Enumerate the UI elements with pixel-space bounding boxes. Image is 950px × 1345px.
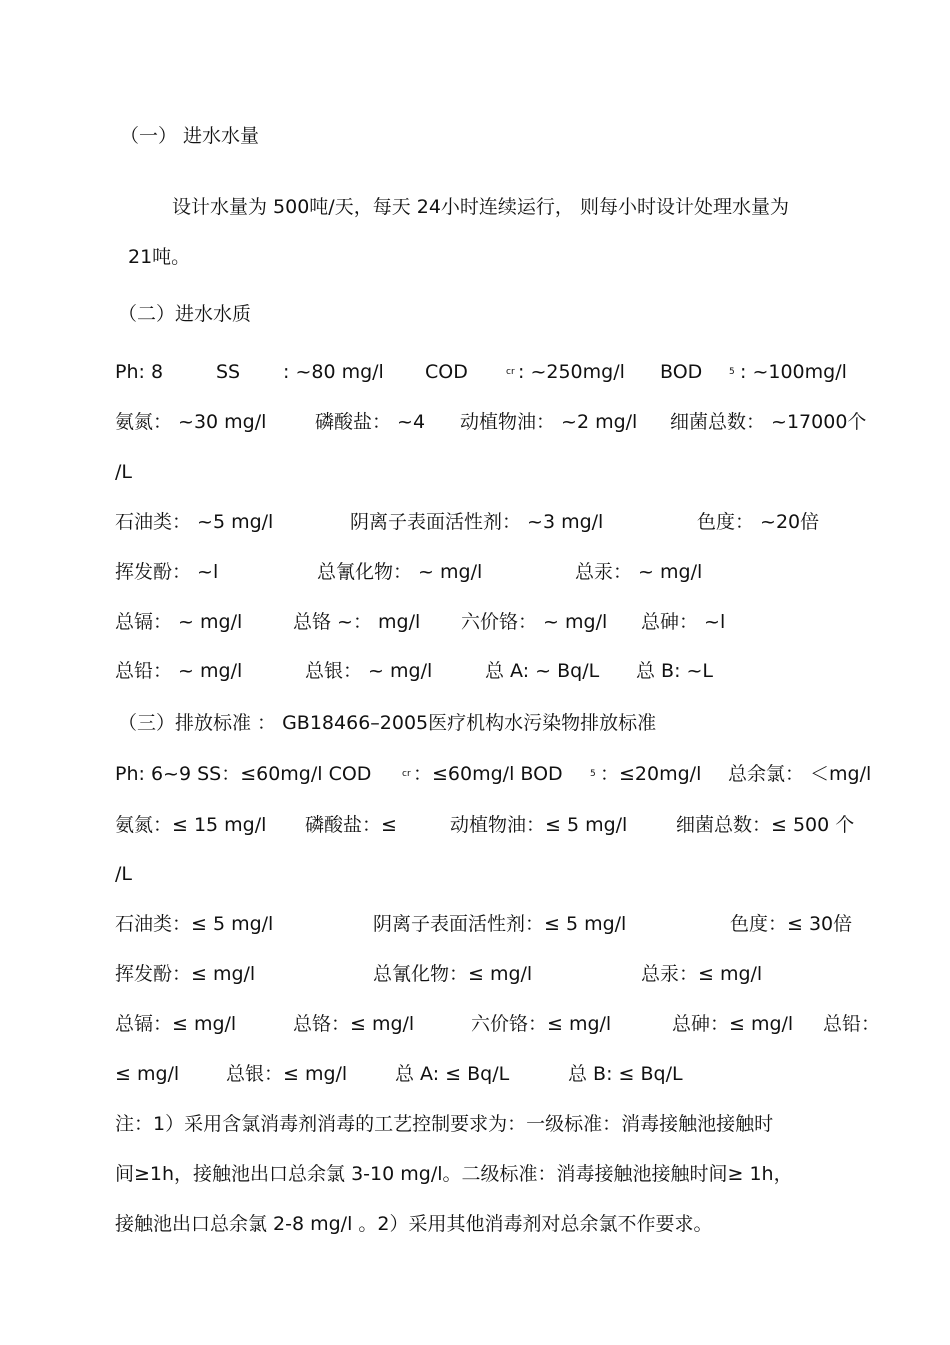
standard-surfactant: 阴离子表面活性剂：≤ 5 mg/l xyxy=(373,913,627,935)
standard-residual-chlorine: 总余氯： ＜mg/l xyxy=(728,763,872,785)
bacteria-value: 细菌总数： ~17000个 xyxy=(670,411,867,433)
note-line-3: 接触池出口总余氯 2-8 mg/l 。2）采用其他消毒剂对总余氯不作要求。 xyxy=(115,1213,713,1235)
standard-row-2-cont: /L xyxy=(115,863,132,885)
mercury-value: 总汞： ~ mg/l xyxy=(575,561,703,583)
standard-oil: 动植物油：≤ 5 mg/l xyxy=(450,814,628,836)
standard-phenol: 挥发酚：≤ mg/l xyxy=(115,963,256,985)
color-value: 色度： ~20倍 xyxy=(697,511,820,533)
standard-cod-sub: cr xyxy=(402,769,411,779)
lead-value: 总铅： ~ mg/l xyxy=(115,660,243,682)
section-1-paragraph-line-2: 21吨。 xyxy=(128,246,191,268)
section-1-heading: （一） 进水水量 xyxy=(120,125,260,147)
cyanide-value: 总氰化物： ~ mg/l xyxy=(317,561,483,583)
standard-phosphate: 磷酸盐：≤ xyxy=(305,814,397,836)
bod-label: BOD xyxy=(660,361,703,383)
ammonia-value: 氨氮： ~30 mg/l xyxy=(115,411,267,433)
ss-value: : ~80 mg/l xyxy=(283,361,384,383)
standard-lead-label: 总铅： xyxy=(823,1013,881,1035)
bod-value: : ~100mg/l xyxy=(740,361,847,383)
standard-hexavalent-chromium: 六价铬：≤ mg/l xyxy=(471,1013,612,1035)
cadmium-value: 总镉： ~ mg/l xyxy=(115,611,243,633)
standard-cadmium: 总镉：≤ mg/l xyxy=(115,1013,237,1035)
standard-lead-value: ≤ mg/l xyxy=(115,1063,180,1085)
standard-petroleum: 石油类：≤ 5 mg/l xyxy=(115,913,274,935)
beta-value: 总 B: ~L xyxy=(636,660,714,682)
section-2-heading: （二）进水水质 xyxy=(118,303,252,325)
phenol-value: 挥发酚： ~l xyxy=(115,561,219,583)
phosphate-value: 磷酸盐： ~4 xyxy=(315,411,426,433)
bod-sub: 5 xyxy=(729,367,735,377)
standard-beta: 总 B: ≤ Bq/L xyxy=(568,1063,683,1085)
section-1-paragraph-line-1: 设计水量为 500吨/天，每天 24小时连续运行， 则每小时设计处理水量为 xyxy=(172,196,789,218)
standard-ammonia: 氨氮：≤ 15 mg/l xyxy=(115,814,267,836)
influent-row-2-cont: /L xyxy=(115,461,132,483)
standard-color: 色度：≤ 30倍 xyxy=(730,913,853,935)
cod-value: : ~250mg/l xyxy=(518,361,625,383)
arsenic-value: 总砷： ~l xyxy=(641,611,726,633)
standard-mercury: 总汞：≤ mg/l xyxy=(641,963,763,985)
petroleum-value: 石油类： ~5 mg/l xyxy=(115,511,274,533)
standard-bod-value: ：≤20mg/l xyxy=(600,763,702,785)
standard-cod-bod: ：≤60mg/l BOD xyxy=(413,763,563,785)
oil-value: 动植物油： ~2 mg/l xyxy=(460,411,638,433)
standard-bacteria: 细菌总数：≤ 500 个 xyxy=(676,814,855,836)
ss-label: SS xyxy=(216,361,241,383)
ph-value: Ph: 8 xyxy=(115,361,164,383)
silver-value: 总银： ~ mg/l xyxy=(305,660,433,682)
alpha-value: 总 A: ~ Bq/L xyxy=(485,660,600,682)
surfactant-value: 阴离子表面活性剂： ~3 mg/l xyxy=(350,511,604,533)
standard-alpha: 总 A: ≤ Bq/L xyxy=(395,1063,510,1085)
standard-arsenic: 总砷：≤ mg/l xyxy=(672,1013,794,1035)
standard-chromium: 总铬：≤ mg/l xyxy=(293,1013,415,1035)
note-line-2: 间≥1h，接触池出口总余氯 3-10 mg/l。二级标准：消毒接触池接触时间≥ 1h， xyxy=(115,1163,793,1185)
standard-cyanide: 总氰化物：≤ mg/l xyxy=(373,963,533,985)
cod-label: COD xyxy=(425,361,468,383)
standard-silver: 总银：≤ mg/l xyxy=(226,1063,348,1085)
standard-ph-ss-cod: Ph: 6~9 SS：≤60mg/l COD xyxy=(115,763,372,785)
note-line-1: 注：1）采用含氯消毒剂消毒的工艺控制要求为：一级标准：消毒接触池接触时 xyxy=(115,1113,774,1135)
chromium-value: 总铬 ~： mg/l xyxy=(293,611,421,633)
cod-sub: cr xyxy=(506,367,515,377)
standard-bod-sub: 5 xyxy=(590,769,596,779)
section-3-heading: （三）排放标准 ： GB18466–2005医疗机构水污染物排放标准 xyxy=(118,712,657,734)
hexavalent-chromium-value: 六价铬： ~ mg/l xyxy=(461,611,608,633)
